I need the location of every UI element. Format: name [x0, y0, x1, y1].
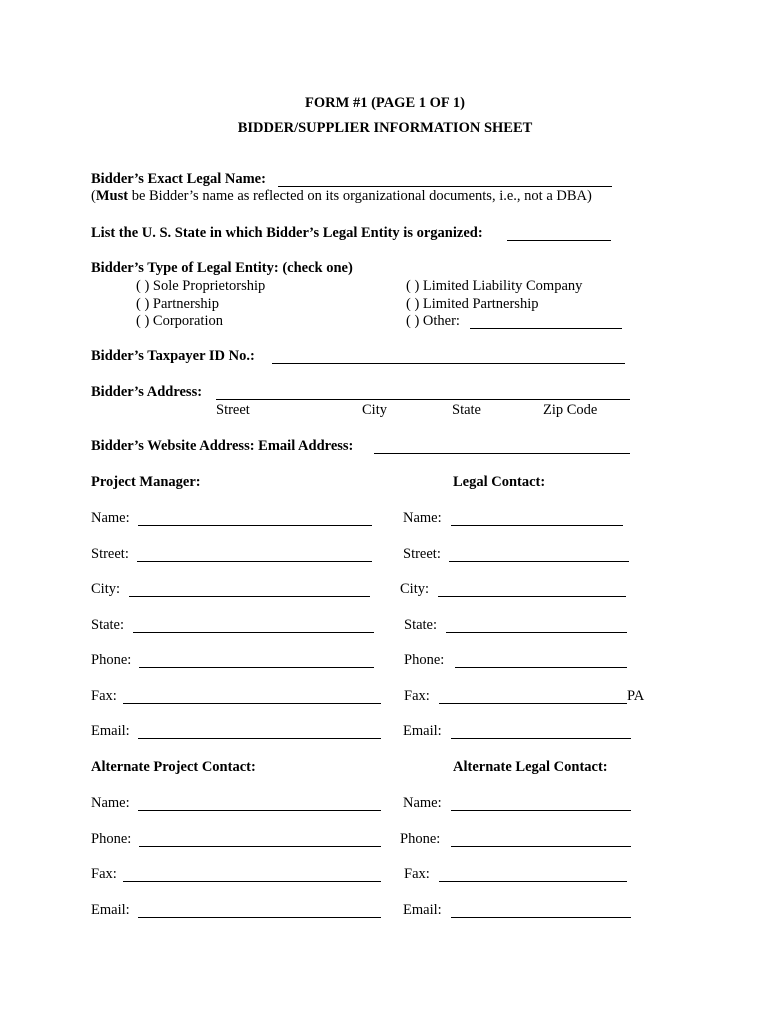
lc-name-label: Name:: [403, 510, 442, 526]
lc-street-label: Street:: [403, 546, 441, 562]
entity-other-field[interactable]: [470, 328, 622, 329]
lc-state-field[interactable]: [446, 632, 627, 633]
entity-option-limited-partnership[interactable]: ( ) Limited Partnership: [406, 296, 539, 312]
legal-contact-heading: Legal Contact:: [453, 474, 546, 490]
lc-email-field[interactable]: [451, 738, 631, 739]
pm-fax-label: Fax:: [91, 688, 117, 704]
alc-name-field[interactable]: [451, 810, 631, 811]
pm-email-field[interactable]: [138, 738, 381, 739]
pm-state-label: State:: [91, 617, 125, 633]
entity-type-label: Bidder’s Type of Legal Entity: (check one): [91, 260, 353, 276]
lc-phone-field[interactable]: [455, 667, 627, 668]
lc-city-label: City:: [400, 581, 430, 597]
legal-name-label: Bidder’s Exact Legal Name:: [91, 171, 266, 187]
lc-name-field[interactable]: [451, 525, 623, 526]
entity-option-other[interactable]: ( ) Other:: [406, 313, 460, 329]
address-label: Bidder’s Address:: [91, 384, 203, 400]
alc-email-field[interactable]: [451, 917, 631, 918]
pm-street-field[interactable]: [137, 561, 372, 562]
alc-fax-label: Fax:: [404, 866, 430, 882]
pm-name-label: Name:: [91, 510, 130, 526]
website-email-field[interactable]: [374, 453, 630, 454]
pm-phone-field[interactable]: [139, 667, 374, 668]
alt-project-heading: Alternate Project Contact:: [91, 759, 256, 775]
entity-option-partnership[interactable]: ( ) Partnership: [136, 296, 219, 312]
pm-street-label: Street:: [91, 546, 129, 562]
entity-option-sole-proprietorship[interactable]: ( ) Sole Proprietorship: [136, 278, 266, 294]
alc-name-label: Name:: [403, 795, 442, 811]
legal-name-note: [91, 188, 592, 205]
page-title: BIDDER/SUPPLIER INFORMATION SHEET: [237, 120, 533, 136]
lc-fax-field[interactable]: [439, 703, 627, 704]
alc-phone-field[interactable]: [451, 846, 631, 847]
address-sub-zip: Zip Code: [543, 402, 598, 418]
pm-state-field[interactable]: [133, 632, 374, 633]
pm-city-label: City:: [91, 581, 121, 597]
apc-email-label: Email:: [91, 902, 130, 918]
pm-fax-field[interactable]: [123, 703, 381, 704]
form-number: FORM #1 (PAGE 1 OF 1): [305, 95, 465, 111]
pm-city-field[interactable]: [129, 596, 370, 597]
address-field[interactable]: [216, 399, 630, 400]
alc-email-label: Email:: [403, 902, 442, 918]
state-org-label: List the U. S. State in which Bidder’s Legal Entity is organized:: [91, 225, 483, 241]
taxpayer-id-field[interactable]: [272, 363, 625, 364]
legal-name-note-must: Must: [95, 188, 129, 204]
lc-phone-label: Phone:: [404, 652, 445, 668]
lc-email-label: Email:: [403, 723, 442, 739]
apc-phone-label: Phone:: [91, 831, 132, 847]
alc-phone-label: Phone:: [400, 831, 441, 847]
website-email-label: Bidder’s Website Address: Email Address:: [91, 438, 354, 454]
lc-city-field[interactable]: [438, 596, 626, 597]
legal-name-note-open: (: [91, 188, 96, 204]
alt-legal-heading: Alternate Legal Contact:: [453, 759, 608, 775]
lc-fax-label: Fax:: [404, 688, 430, 704]
apc-fax-label: Fax:: [91, 866, 117, 882]
entity-option-llc[interactable]: ( ) Limited Liability Company: [406, 278, 583, 294]
lc-state-label: State:: [404, 617, 438, 633]
state-org-field[interactable]: [507, 240, 611, 241]
lc-street-field[interactable]: [449, 561, 629, 562]
address-sub-state: State: [452, 402, 481, 418]
legal-name-field[interactable]: [278, 186, 612, 187]
pm-email-label: Email:: [91, 723, 130, 739]
address-sub-street: Street: [216, 402, 250, 418]
project-manager-heading: Project Manager:: [91, 474, 201, 490]
legal-name-note-rest: be Bidder’s name as reflected on its organizational documents, i.e., not a DBA): [128, 188, 592, 204]
apc-name-field[interactable]: [138, 810, 381, 811]
apc-email-field[interactable]: [138, 917, 381, 918]
lc-fax-suffix: PA: [627, 688, 645, 704]
entity-option-corporation[interactable]: ( ) Corporation: [136, 313, 223, 329]
taxpayer-id-label: Bidder’s Taxpayer ID No.:: [91, 348, 255, 364]
address-sub-city: City: [362, 402, 387, 418]
pm-name-field[interactable]: [138, 525, 372, 526]
alc-fax-field[interactable]: [439, 881, 627, 882]
apc-phone-field[interactable]: [139, 846, 381, 847]
pm-phone-label: Phone:: [91, 652, 132, 668]
apc-fax-field[interactable]: [123, 881, 381, 882]
apc-name-label: Name:: [91, 795, 130, 811]
